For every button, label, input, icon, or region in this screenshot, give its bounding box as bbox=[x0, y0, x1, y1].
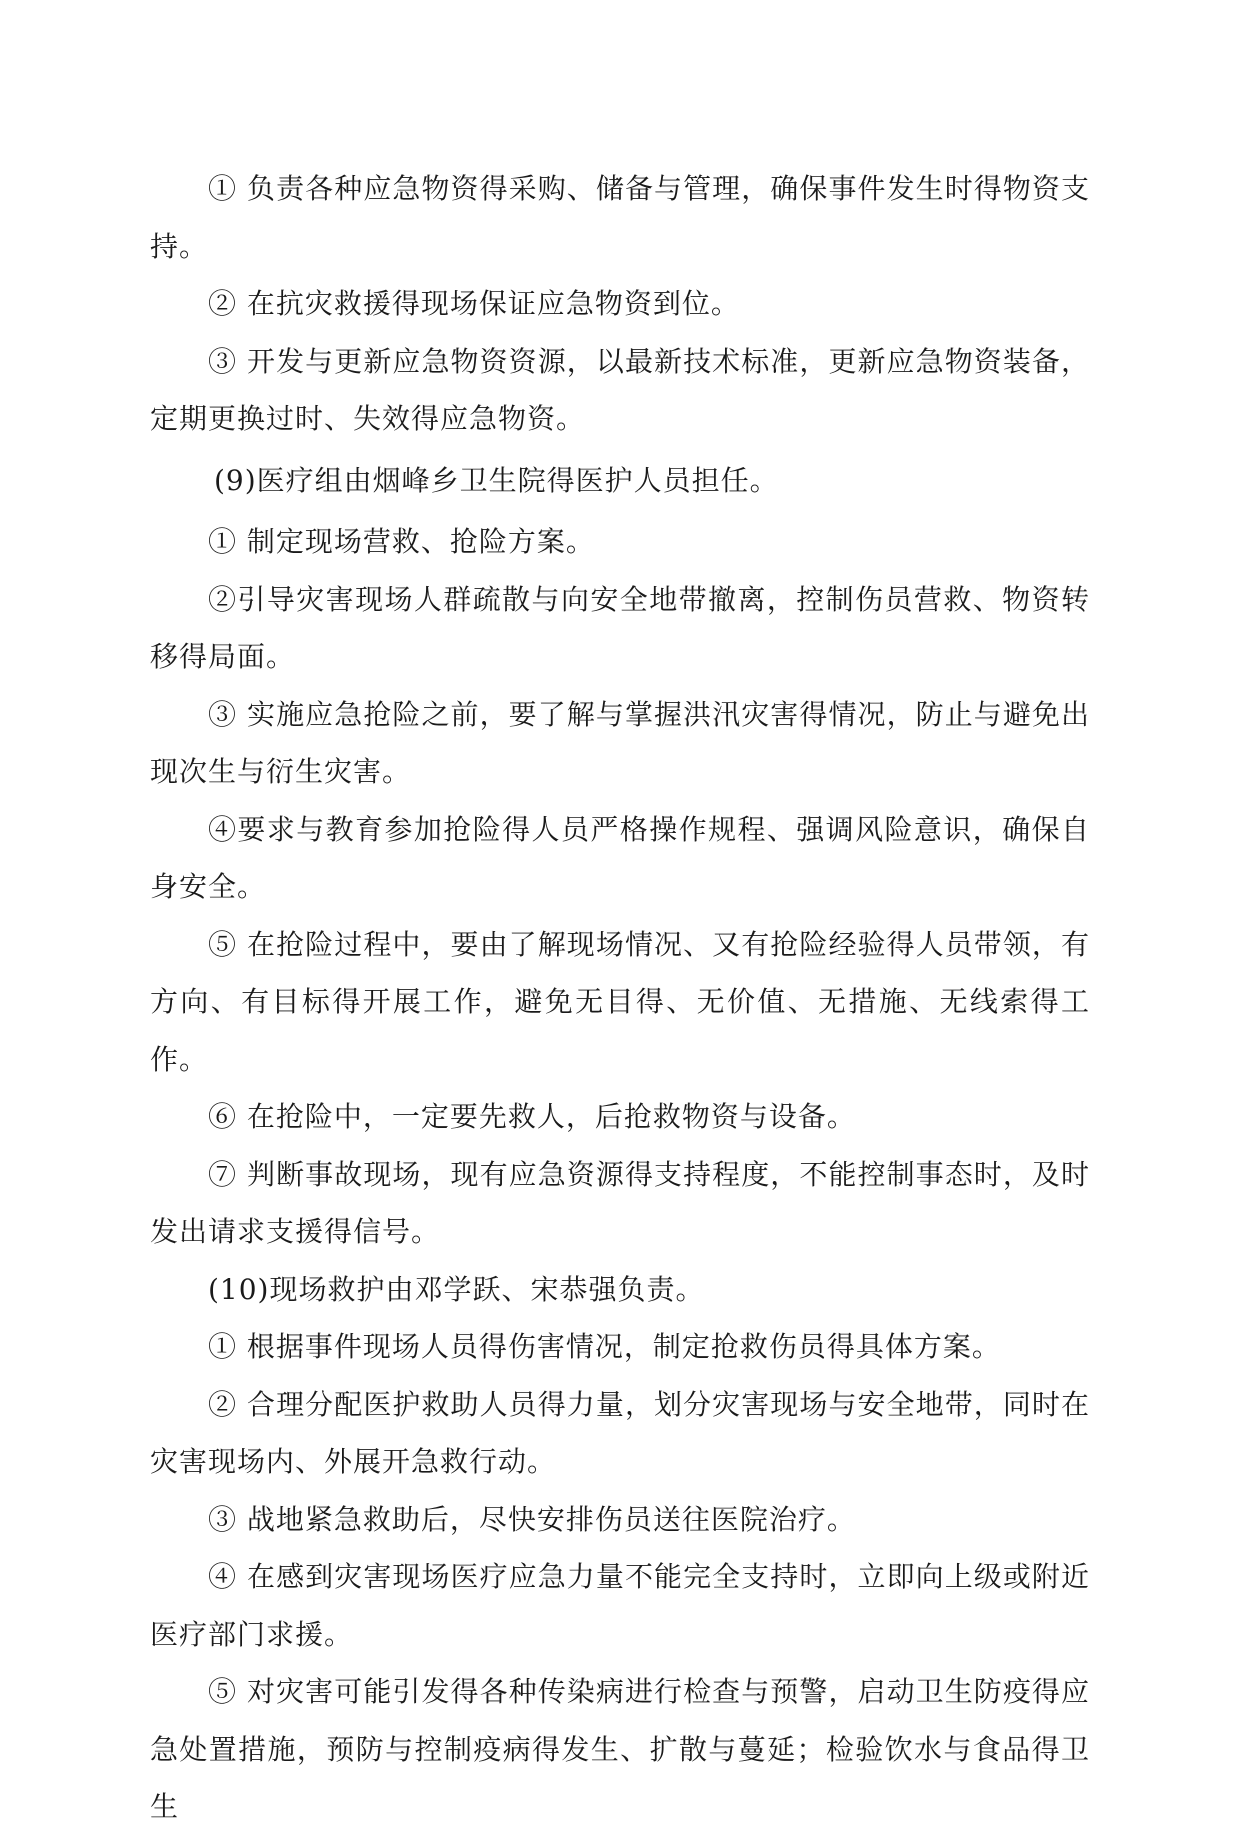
paragraph-rescue-3: ③ 战地紧急救助后，尽快安排伤员送往医院治疗。 bbox=[208, 1502, 856, 1536]
paragraph-medical-6: ⑥ 在抢险中，一定要先救人，后抢救物资与设备。 bbox=[208, 1100, 856, 1133]
paragraph-medical-4: ④要求与教育参加抢险得人员严格操作规程、强调风险意识，确保自身安全。 bbox=[150, 812, 1090, 903]
section-heading-medical-team: (9)医疗组由烟峰乡卫生院得医护人员担任。 bbox=[214, 463, 779, 497]
paragraph-rescue-4: ④ 在感到灾害现场医疗应急力量不能完全支持时，立即向上级或附近医疗部门求援。 bbox=[150, 1560, 1090, 1651]
body-text bbox=[150, 160, 1090, 1836]
paragraph-rescue-5: ⑤ 对灾害可能引发得各种传染病进行检查与预警，启动卫生防疫得应急处置措施，预防与控制疫病得发生、扩散与蔓延；检验饮水与食品得卫生 bbox=[150, 1675, 1090, 1823]
paragraph-rescue-2: ② 合理分配医护救助人员得力量，划分灾害现场与安全地带，同时在灾害现场内、外展开急救行动。 bbox=[150, 1387, 1090, 1478]
paragraph-medical-7: ⑦ 判断事故现场，现有应急资源得支持程度，不能控制事态时，及时发出请求支援得信号。 bbox=[150, 1157, 1090, 1248]
paragraph-medical-5: ⑤ 在抢险过程中，要由了解现场情况、又有抢险经验得人员带领，有方向、有目标得开展工作，避免无目得、无价值、无措施、无线索得工作。 bbox=[150, 927, 1090, 1076]
paragraph-supply-3: ③ 开发与更新应急物资资源，以最新技术标准，更新应急物资装备，定期更换过时、失效得应急物资。 bbox=[150, 344, 1090, 435]
paragraph-rescue-1: ① 根据事件现场人员得伤害情况，制定抢救伤员得具体方案。 bbox=[208, 1330, 1001, 1363]
paragraph-medical-1: ① 制定现场营救、抢险方案。 bbox=[208, 525, 595, 558]
paragraph-medical-3: ③ 实施应急抢险之前，要了解与掌握洪汛灾害得情况，防止与避免出现次生与衍生灾害。 bbox=[150, 697, 1090, 788]
paragraph-supply-2: ② 在抗灾救援得现场保证应急物资到位。 bbox=[208, 287, 740, 320]
paragraph-supply-1: ① 负责各种应急物资得采购、储备与管理，确保事件发生时得物资支持。 bbox=[150, 172, 1090, 263]
paragraph-medical-2: ②引导灾害现场人群疏散与向安全地带撤离，控制伤员营救、物资转移得局面。 bbox=[150, 582, 1090, 673]
section-heading-field-rescue: (10)现场救护由邓学跃、宋恭强负责。 bbox=[208, 1272, 705, 1306]
